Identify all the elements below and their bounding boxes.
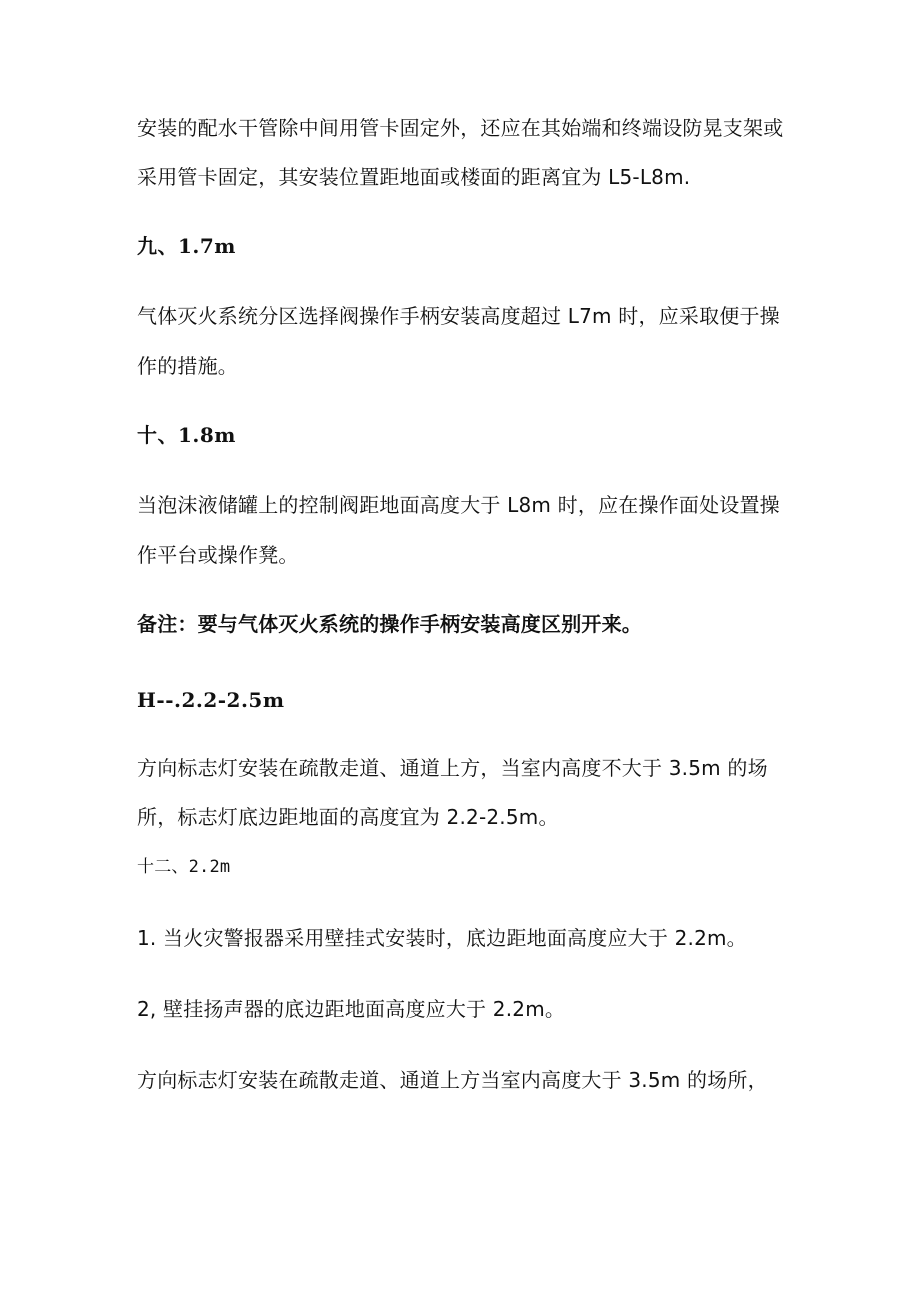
section-heading: 九、1.7m (137, 234, 236, 258)
section-heading: 十二、2.2m (137, 857, 231, 877)
paragraph-line: 方向标志灯安装在疏散走道、通道上方当室内高度大于 3.5m 的场所， (137, 1068, 768, 1092)
paragraph-line: 气体灭火系统分区选择阀操作手柄安装高度超过 L7m 时，应采取便于操 (137, 304, 780, 328)
list-item: 1. 当火灾警报器采用壁挂式安装时，底边距地面高度应大于 2.2m。 (137, 926, 747, 950)
section-heading: 十、1.8m (137, 423, 236, 447)
paragraph-line: 作平台或操作凳。 (137, 543, 299, 567)
paragraph-line: 采用管卡固定，其安装位置距地面或楼面的距离宜为 L5-L8m. (137, 165, 691, 189)
list-item: 2, 壁挂扬声器的底边距地面高度应大于 2.2m。 (137, 997, 566, 1021)
paragraph-line: 安装的配水干管除中间用管卡固定外，还应在其始端和终端设防晃支架或 (137, 116, 784, 140)
paragraph-line: 当泡沫液储罐上的控制阀距地面高度大于 L8m 时，应在操作面处设置操 (137, 493, 780, 517)
paragraph-line: 方向标志灯安装在疏散走道、通道上方，当室内高度不大于 3.5m 的场 (137, 756, 768, 780)
paragraph-line: 所，标志灯底边距地面的高度宜为 2.2-2.5m。 (137, 805, 559, 829)
section-heading: H--.2.2-2.5m (137, 688, 285, 712)
note-text: 备注：要与气体灭火系统的操作手柄安装高度区别开来。 (137, 612, 642, 636)
paragraph-line: 作的措施。 (137, 354, 238, 378)
